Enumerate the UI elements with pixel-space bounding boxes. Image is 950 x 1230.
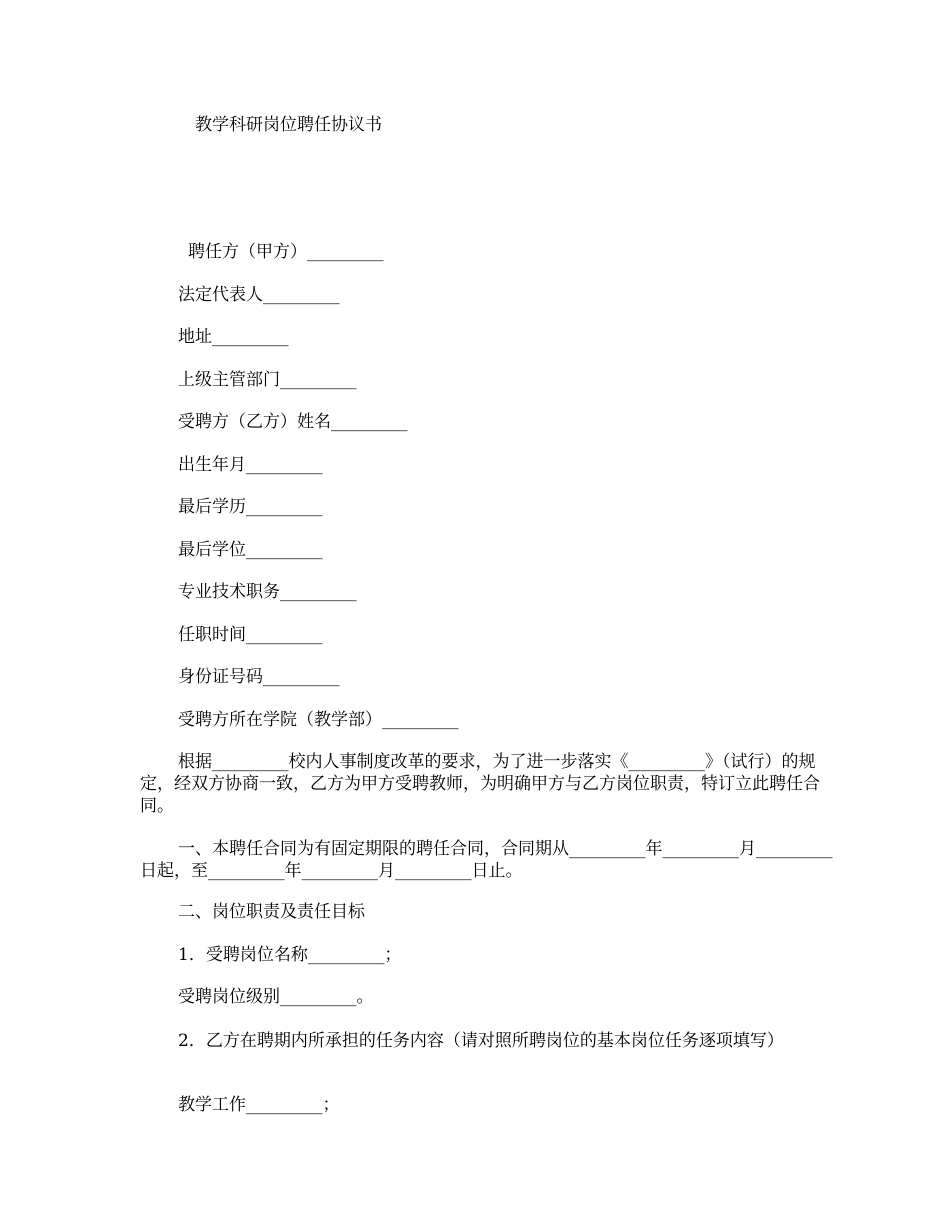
field-employee-name: 受聘方（乙方）姓名_________ [178,412,408,432]
field-supervisor: 上级主管部门_________ [178,370,357,390]
field-education: 最后学历_________ [178,497,323,517]
field-appointment-time: 任职时间_________ [178,625,323,645]
clause-2-2-paragraph: 2．乙方在聘期内所承担的任务内容（请对照所聘岗位的基本岗位任务逐项填写） [178,1031,784,1051]
clause-2-heading: 二、岗位职责及责任目标 [178,902,365,922]
field-birth: 出生年月_________ [178,455,323,475]
clause-2-1-position-name: 1．受聘岗位名称_________； [178,945,402,965]
clause-2-1-position-level: 受聘岗位级别_________。 [178,987,374,1007]
field-id-number: 身份证号码_________ [178,667,340,687]
field-legal-rep: 法定代表人_________ [178,285,340,305]
field-degree: 最后学位_________ [178,540,323,560]
field-employer: 聘任方（甲方）_________ [188,242,384,262]
field-college: 受聘方所在学院（教学部）_________ [178,710,459,730]
field-title-rank: 专业技术职务_________ [178,582,357,602]
document-title: 教学科研岗位聘任协议书 [195,115,382,135]
clause-1-paragraph: 一、本聘任合同为有固定期限的聘任合同，合同期从_________年_________月_________日起，至_________年_________月_________日止。 [140,839,833,881]
teaching-work-field: 教学工作_________； [178,1095,340,1115]
preamble-paragraph: 根据_________校内人事制度改革的要求，为了进一步落实《_________》（试行）的规定，经双方协商一致，乙方为甲方受聘教师，为明确甲方与乙方岗位职责，特订立此聘任合同。 [140,752,820,816]
field-address: 地址_________ [178,327,289,347]
